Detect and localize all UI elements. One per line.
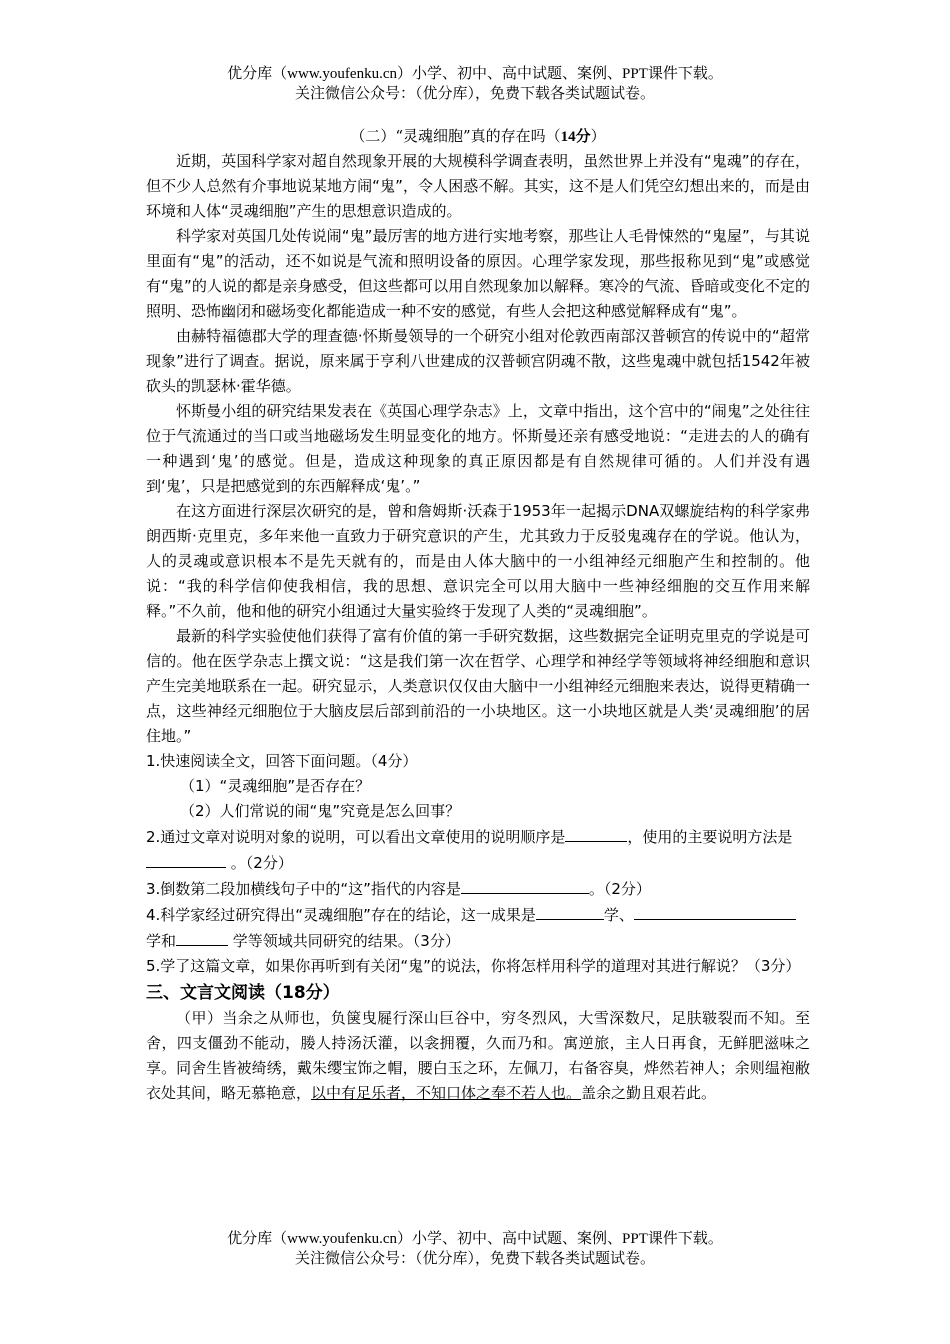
- article-paragraph: 在这方面进行深层次研究的是，曾和詹姆斯·沃森于1953年一起揭示DNA双螺旋结构的科学家弗朗西斯·克里克，多年来他一直致力于研究意识的产生，尤其致力于反驳鬼魂存在的学说。他认为，人的灵魂或意识根本不是先天就有的，而是由人体大脑中的一小组神经元细胞产生和控制的。他说：“我的科学信仰使我相信，我的思想、意识完全可以用大脑中一些神经细胞的交互作用来解释。”不久前，他和他的研究小组通过大量实验终于发现了人类的“灵魂细胞”。: [146, 502, 810, 620]
- article-paragraph: 怀斯曼小组的研究结果发表在《英国心理学杂志》上，文章中指出，这个宫中的“闹鬼”之处往往位于气流通过的当口或当地磁场发生明显变化的地方。怀斯曼还亲有感受地说：“走进去的人的确有一种遇到‘鬼’的感觉。但是，造成这种现象的真正原因都是有自然规律可循的。人们并没有遇到‘鬼’，只是把感觉到的东西解释成‘鬼’。”: [146, 402, 810, 495]
- section-3-title: 三、文言文阅读（18分）: [146, 983, 340, 1003]
- question-4: 4.科学家经过研究得出“灵魂细胞”存在的结论，这一成果是 学、学和 学等领域共同研究的结果。（3分）: [146, 902, 810, 954]
- header-line-2: 关注微信公众号：（优分库），免费下载各类试题试卷。: [294, 86, 655, 102]
- question-1-2: （2）人们常说的闹“鬼”究竟是怎么回事？: [180, 802, 461, 820]
- answer-blank[interactable]: [634, 902, 758, 920]
- answer-blank[interactable]: [146, 850, 226, 868]
- question-3: 3.倒数第二段加横线句子中的“这”指代的内容是 。（2分）: [146, 876, 810, 902]
- question-5: 5.学了这篇文章，如果你再听到有关闭“鬼”的说法，你将怎样用科学的道理对其进行解说？（3分）: [146, 957, 801, 975]
- classical-passage: （甲）当余之从师也，负箧曳屣行深山巨谷中，穷冬烈风，大雪深数尺，足肤皲裂而不知。至舍，四支僵劲不能动，媵人持汤沃灌，以衾拥覆，久而乃和。寓逆旅，主人日再食，无鲜肥滋味之享。同舍生皆被绮绣，戴朱缨宝饰之帽，腰白玉之环，左佩刀，右备容臭，烨然若神人；余则缊袍敝衣处其间，略无慕艳意，以中有足乐者，不知口体之奉不若人也。盖余之勤且艰若此。: [146, 1009, 810, 1102]
- document-body: [146, 124, 810, 1106]
- underlined-sentence: 以中有足乐者，不知口体之奉不若人也。: [311, 1084, 582, 1102]
- answer-blank[interactable]: [461, 876, 589, 894]
- footer-line-1: 优分库（www.youfenku.cn）小学、初中、高中试题、案例、PPT课件下载。: [227, 1231, 723, 1247]
- question-1-1: （1）“灵魂细胞”是否存在？: [180, 777, 371, 795]
- question-2: 2.通过文章对说明对象的说明，可以看出文章使用的说明顺序是 ，使用的主要说明方法是 。（2分）: [146, 824, 810, 876]
- footer-line-2: 关注微信公众号：（优分库），免费下载各类试题试卷。: [294, 1251, 655, 1267]
- header-line-1: 优分库（www.youfenku.cn）小学、初中、高中试题、案例、PPT课件下载。: [227, 66, 723, 82]
- answer-blank[interactable]: [536, 902, 604, 920]
- answer-blank[interactable]: [176, 928, 228, 946]
- section-2-title: （二）“灵魂细胞”真的存在吗（14分）: [350, 127, 606, 145]
- article-paragraph: 最新的科学实验使他们获得了富有价值的第一手研究数据，这些数据完全证明克里克的学说是可信的。他在医学杂志上撰文说：“这是我们第一次在哲学、心理学和神经学等领域将神经细胞和意识产生完美地联系在一起。研究显示，人类意识仅仅由大脑中一小组神经元细胞来表达，说得更精确一点，这些神经元细胞位于大脑皮层后部到前沿的一小块地区。这一小块地区就是人类‘灵魂细胞’的居住地。”: [146, 627, 810, 745]
- article-paragraph: 由赫特福德郡大学的理查德·怀斯曼领导的一个研究小组对伦敦西南部汉普顿宫的传说中的“超常现象”进行了调查。据说，原来属于亨利八世建成的汉普顿宫阴魂不散，这些鬼魂中就包括1542年被砍头的凯瑟林·霍华德。: [146, 327, 810, 395]
- answer-blank[interactable]: [565, 824, 627, 842]
- page-footer: [0, 1229, 950, 1269]
- page-header: [0, 64, 950, 104]
- question-1: 1.快速阅读全文，回答下面问题。（4分）: [146, 752, 418, 770]
- article-paragraph: 科学家对英国几处传说闹“鬼”最厉害的地方进行实地考察，那些让人毛骨悚然的“鬼屋”，与其说里面有“鬼”的活动，还不如说是气流和照明设备的原因。心理学家发现，那些报称见到“鬼”或感觉有“鬼”的人说的都是亲身感受，但这些都可以用自然现象加以解释。寒冷的气流、昏暗或变化不定的照明、恐怖幽闭和磁场变化都能造成一种不安的感觉，有些人会把这种感觉解释成有“鬼”。: [146, 227, 810, 320]
- answer-blank[interactable]: [758, 902, 796, 920]
- article-paragraph: 近期，英国科学家对超自然现象开展的大规模科学调查表明，虽然世界上并没有“鬼魂”的存在，但不少人总然有介事地说某地方闹“鬼”，令人困惑不解。其实，这不是人们凭空幻想出来的，而是由环境和人体“灵魂细胞”产生的思想意识造成的。: [146, 152, 810, 220]
